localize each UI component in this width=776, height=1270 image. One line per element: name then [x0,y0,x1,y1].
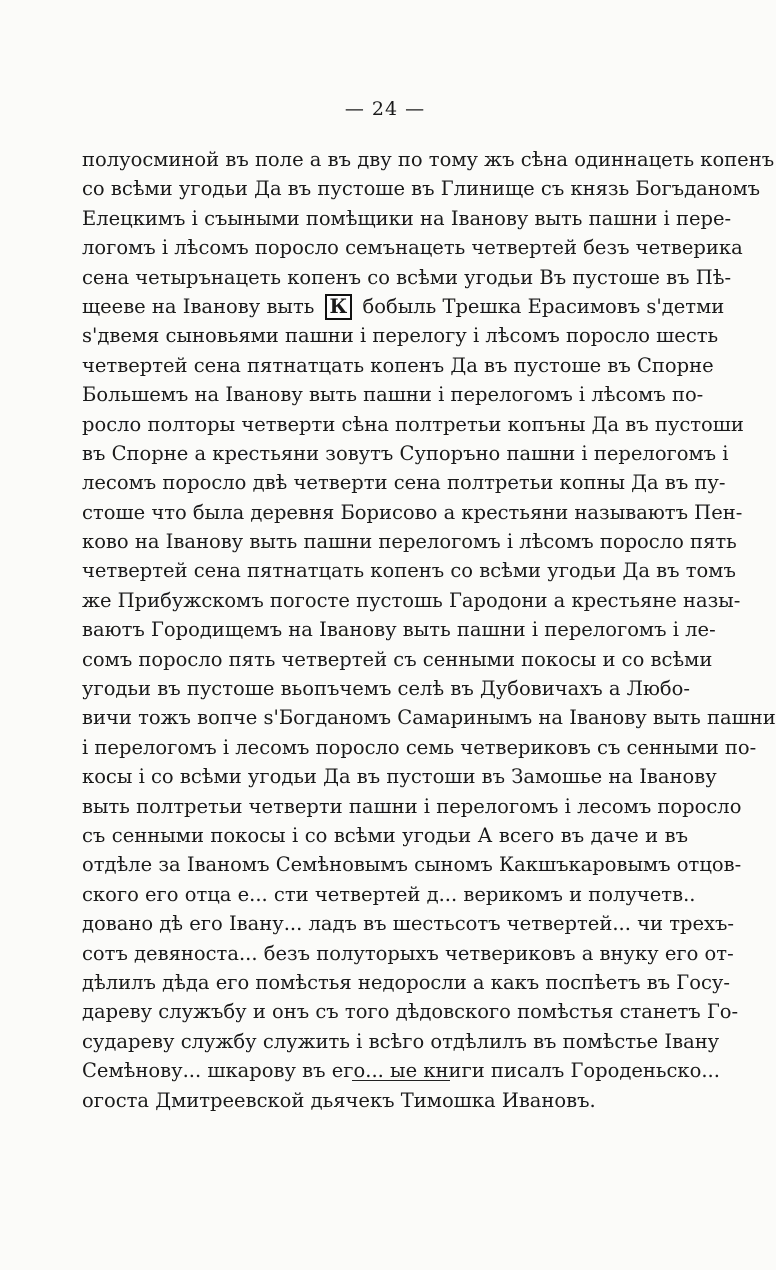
text-line: четвертей сена пятнатцать копенъ Да въ пустоше въ Спорне [82,353,714,377]
text-line: лесомъ поросло двѣ четверти сена полтретьи копны Да въ пу- [82,471,726,495]
boxed-initial-letter: К [325,294,353,320]
text-line: сотъ девяноста... безъ полуторыхъ четвериковъ а внуку его от- [82,941,734,965]
text-line: же Прибужскомъ погосте пустошь Гародони а крестьяне назы- [82,588,741,612]
text-line: четвертей сена пятнатцать копенъ со всѣми угодьи Да въ томъ [82,559,736,583]
text-line: съ сенными покосы і со всѣми угодьи А всего въ даче и въ [82,823,688,847]
text-line: логомъ і лѣсомъ поросло семънацеть четвертей безъ четверика [82,236,743,260]
text-line: ѕ'двемя сыновьями пашни і перелогу і лѣсомъ поросло шесть [82,324,719,348]
text-line: выть полтретьи четверти пашни і перелогомъ і лесомъ поросло [82,794,742,818]
text-line: росло полторы четверти сѣна полтретьи копъны Да въ пустоши [82,412,744,436]
text-line: Семѣнову... шкарову въ его... ые книги писалъ Городеньско... [82,1059,720,1083]
text-line-with-initial [82,292,725,321]
text-line: дареву служъбу и онъ съ того дѣдовского помѣстья станетъ Го- [82,1000,739,1024]
text-line: дѣлилъ дѣда его помѣстья недоросли а какъ поспѣетъ въ Госу- [82,970,730,994]
document-body [82,145,776,1115]
text-line: судареву службу служить і всѣго отдѣлилъ въ помѣстье Івану [82,1029,720,1053]
text-line: сена четырънацеть копенъ со всѣми угодьи Въ пустоше въ Пѣ- [82,265,732,289]
text-line-last: огоста Дмитреевской дьячекъ Тимошка Ивановъ. [82,1088,596,1112]
section-divider [352,1080,450,1081]
text-line: сомъ поросло пять четвертей съ сенными покосы и со всѣми [82,647,713,671]
text-line: со всѣми угодьи Да въ пустоше въ Глинище съ князь Богъданомъ [82,177,761,201]
text-line: стоше что была деревня Борисово а крестьяни называютъ Пен- [82,500,743,524]
text-line: Елецкимъ і съыными помѣщики на Іванову выть пашни і пере- [82,206,732,230]
text-line: ваютъ Городищемъ на Іванову выть пашни і перелогомъ і ле- [82,618,716,642]
page-number: — 24 — [344,98,426,120]
text-line: полуосминой въ поле а въ дву по тому жъ сѣна одиннацеть копенъ [82,148,775,171]
text-line: въ Спорне а крестьяни зовутъ Супоръно пашни і перелогомъ і [82,441,729,465]
text-line: угодьи въ пустоше вьопъчемъ селѣ въ Дубовичахъ а Любо- [82,677,690,701]
text-line: довано дѣ его Івану... ладъ въ шестьсотъ четвертей... чи трехъ- [82,912,735,936]
text-line: вичи тожъ вопче ѕ'Богданомъ Самаринымъ на Іванову выть пашни [82,706,776,730]
text-line: і перелогомъ і лесомъ поросло семь четвериковъ съ сенными по- [82,735,757,759]
text-segment: бобыль Трешка Ерасимовъ ѕ'детми [362,294,725,318]
text-line: ково на Іванову выть пашни перелогомъ і лѣсомъ поросло пять [82,530,737,554]
text-line: Большемъ на Іванову выть пашни і перелогомъ і лѣсомъ по- [82,383,704,407]
text-segment: щееве на Іванову выть [82,294,315,318]
text-line: косы і со всѣми угодьи Да въ пустоши въ Замошье на Іванову [82,765,717,789]
text-line: ского его отца е... сти четвертей д... верикомъ и получетв.. [82,882,696,906]
text-line: отдѣле за Іваномъ Семѣновымъ сыномъ Какшъкаровымъ отцов- [82,853,742,877]
